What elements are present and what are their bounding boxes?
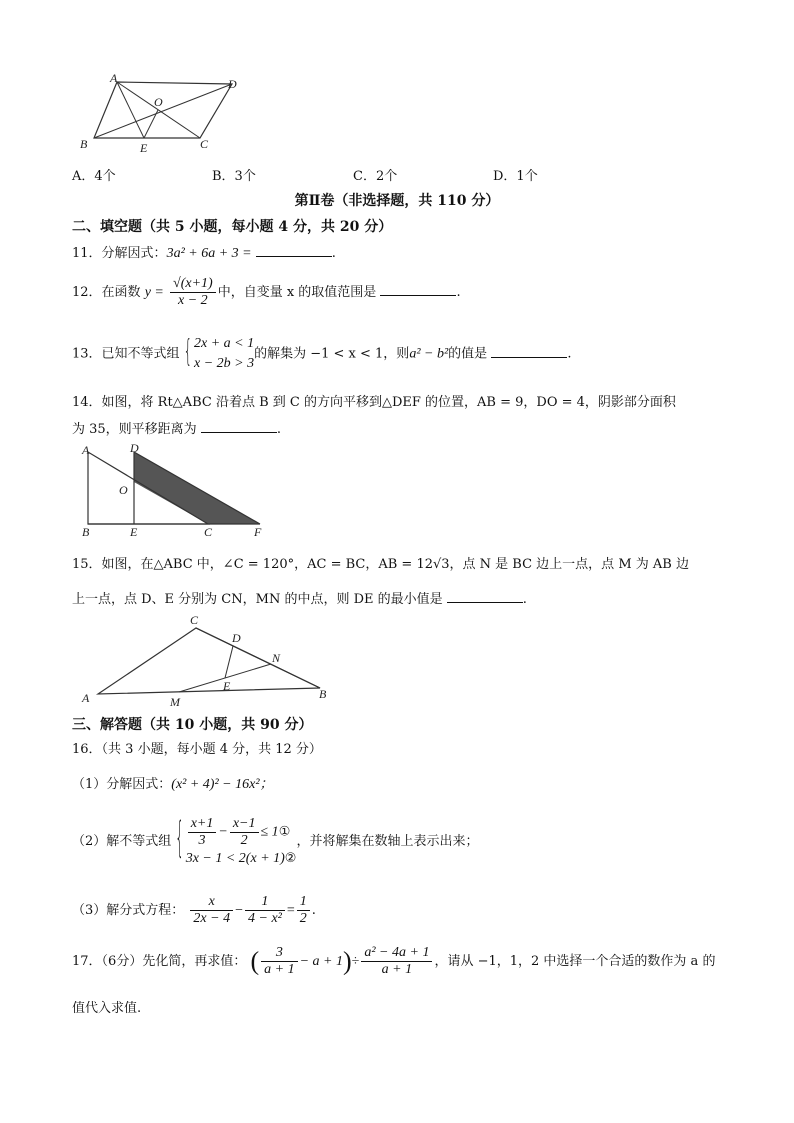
choice-c: C．2个 xyxy=(353,169,398,184)
q16-p2-line1-rhs: ≤ 1 xyxy=(260,824,279,840)
fig14-label-f: F xyxy=(254,525,262,539)
q16-p3-frac2-num: 1 xyxy=(245,894,285,911)
q17-div: ÷ xyxy=(351,954,360,969)
q16-p2-tail: ，并将解集在数轴上表示出来； xyxy=(296,834,479,849)
q16-p3-label: （3）解分式方程： xyxy=(72,903,185,918)
q17-frac1-den: a + 1 xyxy=(264,962,295,977)
q17-tail: ，请从 −1，1，2 中选择一个合适的数作为 a 的 xyxy=(434,954,716,969)
q13-brace-icon: { xyxy=(183,335,192,371)
q12-end: . xyxy=(456,285,461,300)
q16-p2-line1-wrap: $\frac{x+1}{3}$ − $\frac{x-1}{2}$ ≤ 1① xyxy=(186,816,297,849)
q11-number: 11． xyxy=(72,246,102,261)
choice-a: A．4个 xyxy=(72,169,116,184)
q14-end: . xyxy=(276,422,281,437)
q17-frac1-num: 3 xyxy=(261,945,297,962)
question-11 xyxy=(72,244,336,263)
fig1-label-d: D xyxy=(228,77,237,91)
q16-p3-end: . xyxy=(311,903,316,918)
q12-lead: 在函数 xyxy=(101,285,141,300)
q16-p2-frac2 xyxy=(230,816,259,849)
q17-lead: 17．（6分）先化简，再求值： xyxy=(72,954,247,969)
q17-frac2 xyxy=(361,945,432,978)
fig1-label-b: B xyxy=(80,137,88,151)
fig15-label-m: M xyxy=(170,695,180,707)
fig15-label-e: E xyxy=(223,679,231,693)
q16-p2-mark1: ① xyxy=(278,824,291,840)
fig15-label-a: A xyxy=(82,691,90,705)
q16-part3: （3）解分式方程： $\frac{x}{2x - 4}$ − $\frac{1}{\text{4 − x²}}$ = $\frac{1}{2}$ . xyxy=(72,894,316,926)
q16-p2-frac1 xyxy=(188,816,217,849)
fig15-label-n: N xyxy=(272,651,281,665)
translation-figure xyxy=(74,440,274,540)
fig1-label-c: C xyxy=(200,137,209,151)
q15-answer-blank[interactable] xyxy=(447,590,523,603)
section2-heading: 二、填空题（共 5 小题，每小题 4 分，共 20 分） xyxy=(72,219,393,235)
q16-intro: 16．（共 3 小题，每小题 4 分，共 12 分） xyxy=(72,742,322,757)
q17-frac2-num: a² − 4a + 1 xyxy=(361,945,432,962)
q13-tail2: 的值是 xyxy=(448,346,488,362)
fig14-label-o: O xyxy=(119,483,128,497)
q16-p3-frac3-num: 1 xyxy=(297,894,310,911)
q13-end: . xyxy=(567,346,572,362)
q14-line1: 14．如图，将 Rt△ABC 沿着点 B 到 C 的方向平移到△DEF 的位置，AB = 9，DO = 4，阴影部分面积 xyxy=(72,395,676,410)
q17-line2: 值代入求值. xyxy=(72,1001,142,1016)
q13-system xyxy=(194,334,254,374)
q13-line2: x − 2b > 3 xyxy=(193,356,255,371)
q16-p3-frac3 xyxy=(297,894,310,927)
fig1-label-o: O xyxy=(154,95,163,109)
q13-lead: 已知不等式组 xyxy=(101,346,180,362)
fig15-label-b: B xyxy=(319,687,327,701)
q17-mid: − a + 1 xyxy=(299,954,343,969)
q14-answer-blank[interactable] xyxy=(201,420,277,433)
q16-p2-mark2: ② xyxy=(284,851,297,866)
q12-number: 12． xyxy=(72,285,102,300)
q16-p3-frac1-num: x xyxy=(190,894,233,911)
q17-paren-open: ( xyxy=(250,946,260,976)
q15-end: . xyxy=(522,592,527,607)
fig14-label-d: D xyxy=(130,441,139,455)
q16-p3-frac3-den: 2 xyxy=(299,911,307,926)
choice-d: D．1个 xyxy=(493,169,538,184)
q13-number: 13． xyxy=(72,346,102,362)
q16-p1-expr: (x² + 4)² − 16x²； xyxy=(171,777,274,792)
fig14-label-a: A xyxy=(82,443,90,457)
question-17 xyxy=(72,945,715,978)
question-14-line2 xyxy=(72,420,281,439)
fig14-label-b: B xyxy=(82,525,90,539)
q17-frac1 xyxy=(261,945,297,978)
question-12 xyxy=(72,276,461,309)
q13-line1: 2x + a < 1 xyxy=(193,336,255,351)
fig15-label-d: D xyxy=(232,631,241,645)
q16-p3-frac2-den: 4 − x² xyxy=(248,911,282,926)
q12-answer-blank[interactable] xyxy=(380,283,456,296)
q16-p3-frac1 xyxy=(190,894,233,927)
fig1-label-a: A xyxy=(110,72,118,85)
q16-p2-frac1-den: 3 xyxy=(198,833,206,848)
fig15-label-c: C xyxy=(190,613,199,627)
q16-part1 xyxy=(72,776,274,794)
q17-paren-close: ) xyxy=(343,946,352,976)
q13-tail1: 的解集为 −1 < x < 1，则 xyxy=(254,346,410,362)
q13-expr: a² − b² xyxy=(409,346,449,362)
q11-answer-blank[interactable] xyxy=(256,244,332,257)
part2-title: 第Ⅱ卷（非选择题，共 110 分） xyxy=(294,193,500,209)
q16-p3-frac2 xyxy=(245,894,285,927)
fig1-label-e: E xyxy=(140,141,148,155)
q16-p3-frac1-den: 2x − 4 xyxy=(193,911,231,926)
q14-line2: 为 35，则平移距离为 xyxy=(72,422,197,437)
fig14-label-c: C xyxy=(204,525,213,539)
q12-numerator: √(x+1) xyxy=(170,276,216,293)
q16-p2-brace-icon: { xyxy=(175,815,184,864)
q12-denominator: x − 2 xyxy=(178,293,208,308)
q16-p2-system xyxy=(186,816,297,867)
q16-p2-label: （2）解不等式组 xyxy=(72,834,172,849)
q11-expr: 3a² + 6a + 3 = xyxy=(166,246,252,261)
q11-end: . xyxy=(331,246,336,261)
fig14-label-e: E xyxy=(130,525,138,539)
parallelogram-figure xyxy=(72,72,242,157)
q16-p2-frac2-den: 2 xyxy=(240,833,248,848)
q15-line2: 上一点，点 D、E 分别为 CN，MN 的中点，则 DE 的最小值是 xyxy=(72,592,443,607)
q13-answer-blank[interactable] xyxy=(491,345,567,358)
q12-tail: 中，自变量 x 的取值范围是 xyxy=(217,285,377,300)
q16-part2 xyxy=(72,816,478,867)
q16-p2-line2-wrap xyxy=(186,851,297,867)
q15-line1: 15．如图，在△ABC 中，∠C = 120°，AC = BC，AB = 12√3，点 N 是 BC 边上一点，点 M 为 AB 边 xyxy=(72,557,689,572)
q12-fraction xyxy=(170,276,216,309)
q16-p2-frac1-num: x+1 xyxy=(188,816,217,833)
section3-heading: 三、解答题（共 10 小题，共 90 分） xyxy=(72,717,313,733)
choice-b: B．3个 xyxy=(212,169,256,184)
q16-p1-label: （1）分解因式： xyxy=(72,777,172,792)
question-15-line2 xyxy=(72,590,527,609)
q16-p2-line2: 3x − 1 < 2(x + 1) xyxy=(185,851,285,866)
triangle-figure xyxy=(76,612,336,707)
q12-y: y = xyxy=(144,285,164,300)
q17-frac2-den: a + 1 xyxy=(381,962,413,977)
q16-p2-frac2-num: x−1 xyxy=(230,816,259,833)
question-13 xyxy=(72,334,571,374)
q11-text: 分解因式： xyxy=(101,246,167,261)
